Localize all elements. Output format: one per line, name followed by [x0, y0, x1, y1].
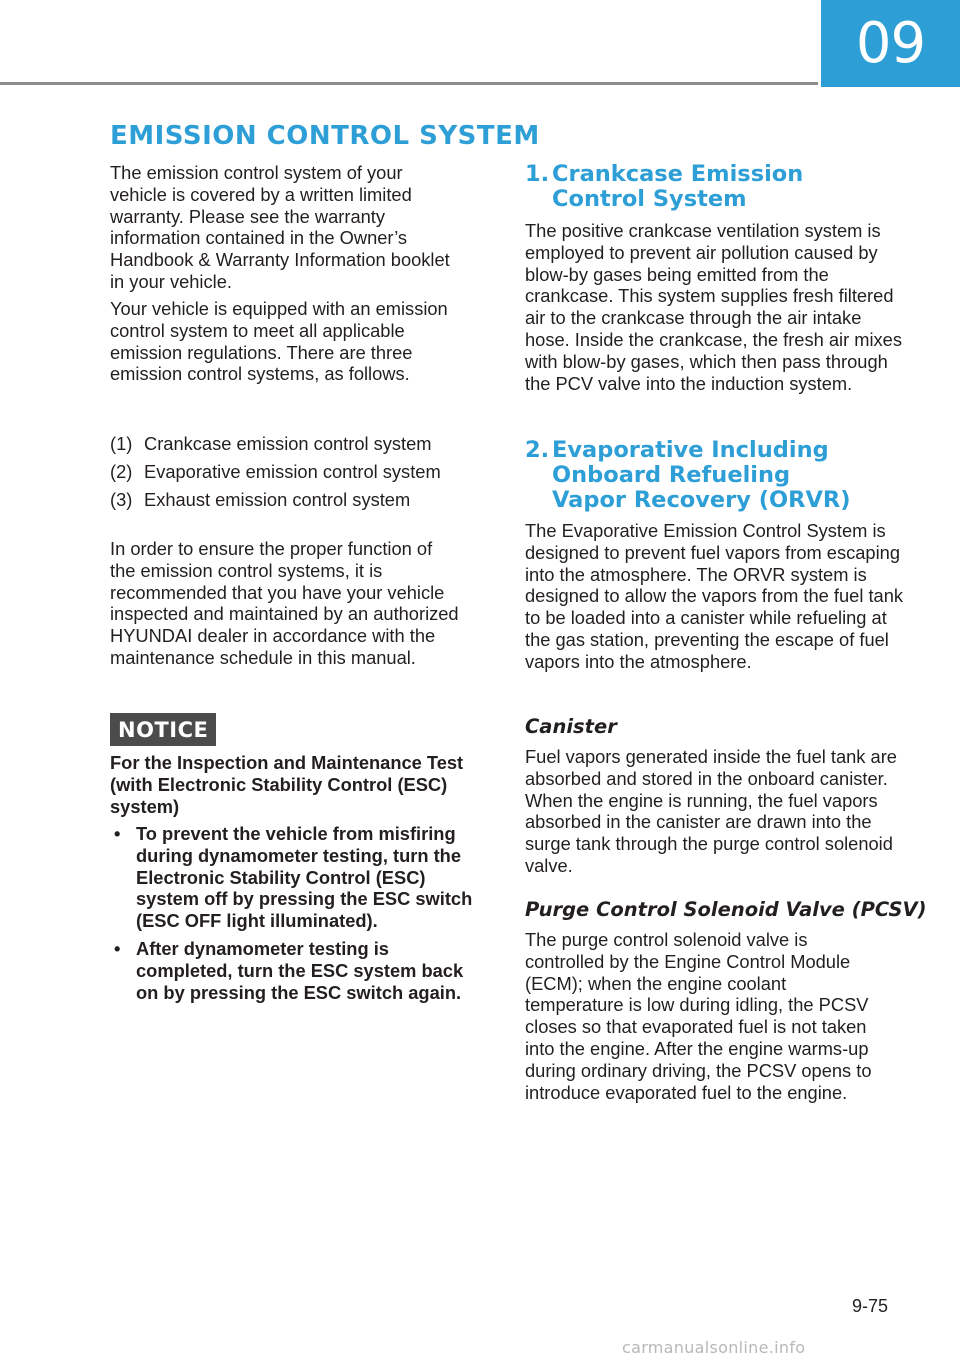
intro-paragraph-2: Your vehicle is equipped with an emission control system to meet all applicable emission regulations. There are three emission control systems, as follows.	[110, 298, 448, 385]
evaporative-paragraph: The Evaporative Emission Control System is designed to prevent fuel vapors from escaping into the atmosphere. The ORVR system is designed to allow the vapors from the fuel tank to be loaded into a canister while refueling at the gas station, preventing the escape of fuel vapors into the atmosphere.	[525, 520, 904, 672]
pcsv-paragraph: The purge control solenoid valve is controlled by the Engine Control Module (ECM); when the engine coolant temperature is low during idling, the PCSV closes so that evaporated fuel is not taken into the engine. After the engine warms-up during ordinary driving, the PCSV opens to introduce evaporated fuel to the engine.	[525, 929, 872, 1103]
list-item: • To prevent the vehicle from misfiring during dynamometer testing, turn the Electronic Stability Control (ESC) system off by pressing the ESC switch (ESC OFF light illuminated).	[114, 823, 473, 932]
page-number: 9-75	[852, 1296, 889, 1316]
list-item: (3) Exhaust emission control system	[110, 489, 411, 510]
subsection-heading-1: 1. Crankcase Emission Control System	[525, 161, 804, 212]
list-item: (2) Evaporative emission control system	[110, 461, 441, 482]
systems-list	[110, 430, 490, 514]
section-title: EMISSION CONTROL SYSTEM	[110, 121, 540, 151]
header-rule	[0, 82, 818, 85]
notice-bullets	[110, 823, 490, 1003]
subsection-heading-2: 2. Evaporative Including Onboard Refueling Vapor Recovery (ORVR)	[525, 437, 851, 513]
canister-heading: Canister	[525, 715, 617, 738]
watermark-text: carmanualsonline.info	[622, 1338, 806, 1357]
list-item: (1) Crankcase emission control system	[110, 433, 432, 454]
notice-badge: NOTICE	[110, 713, 216, 746]
pcsv-heading: Purge Control Solenoid Valve (PCSV)	[525, 898, 927, 921]
chapter-tab: 09	[821, 0, 960, 87]
list-item: • After dynamometer testing is completed, turn the ESC system back on by pressing the ESC switch again.	[114, 937, 464, 1003]
crankcase-paragraph: The positive crankcase ventilation system is employed to prevent air pollution caused by blow-by gases being emitted from the crankcase. This system supplies fresh filtered air to the crankcase through the air intake hose. Inside the crankcase, the fresh air mixes with blow-by gases, which then pass through the PCV valve into the induction system.	[525, 220, 902, 394]
maintenance-paragraph: In order to ensure the proper function of the emission control systems, it is recommended that you have your vehicle inspected and maintained by an authorized HYUNDAI dealer in accordance with the maintenance schedule in this manual.	[110, 538, 459, 668]
canister-paragraph: Fuel vapors generated inside the fuel tank are absorbed and stored in the onboard canister. When the engine is running, the fuel vapors absorbed in the canister are drawn into the surge tank through the purge control solenoid valve.	[525, 746, 897, 876]
notice-title: For the Inspection and Maintenance Test (with Electronic Stability Control (ESC) system)	[110, 752, 464, 817]
intro-paragraph-1: The emission control system of your vehicle is covered by a written limited warranty. Please see the warranty information contained in the Owner’s Handbook & Warranty Information booklet in your vehicle.	[110, 162, 450, 292]
